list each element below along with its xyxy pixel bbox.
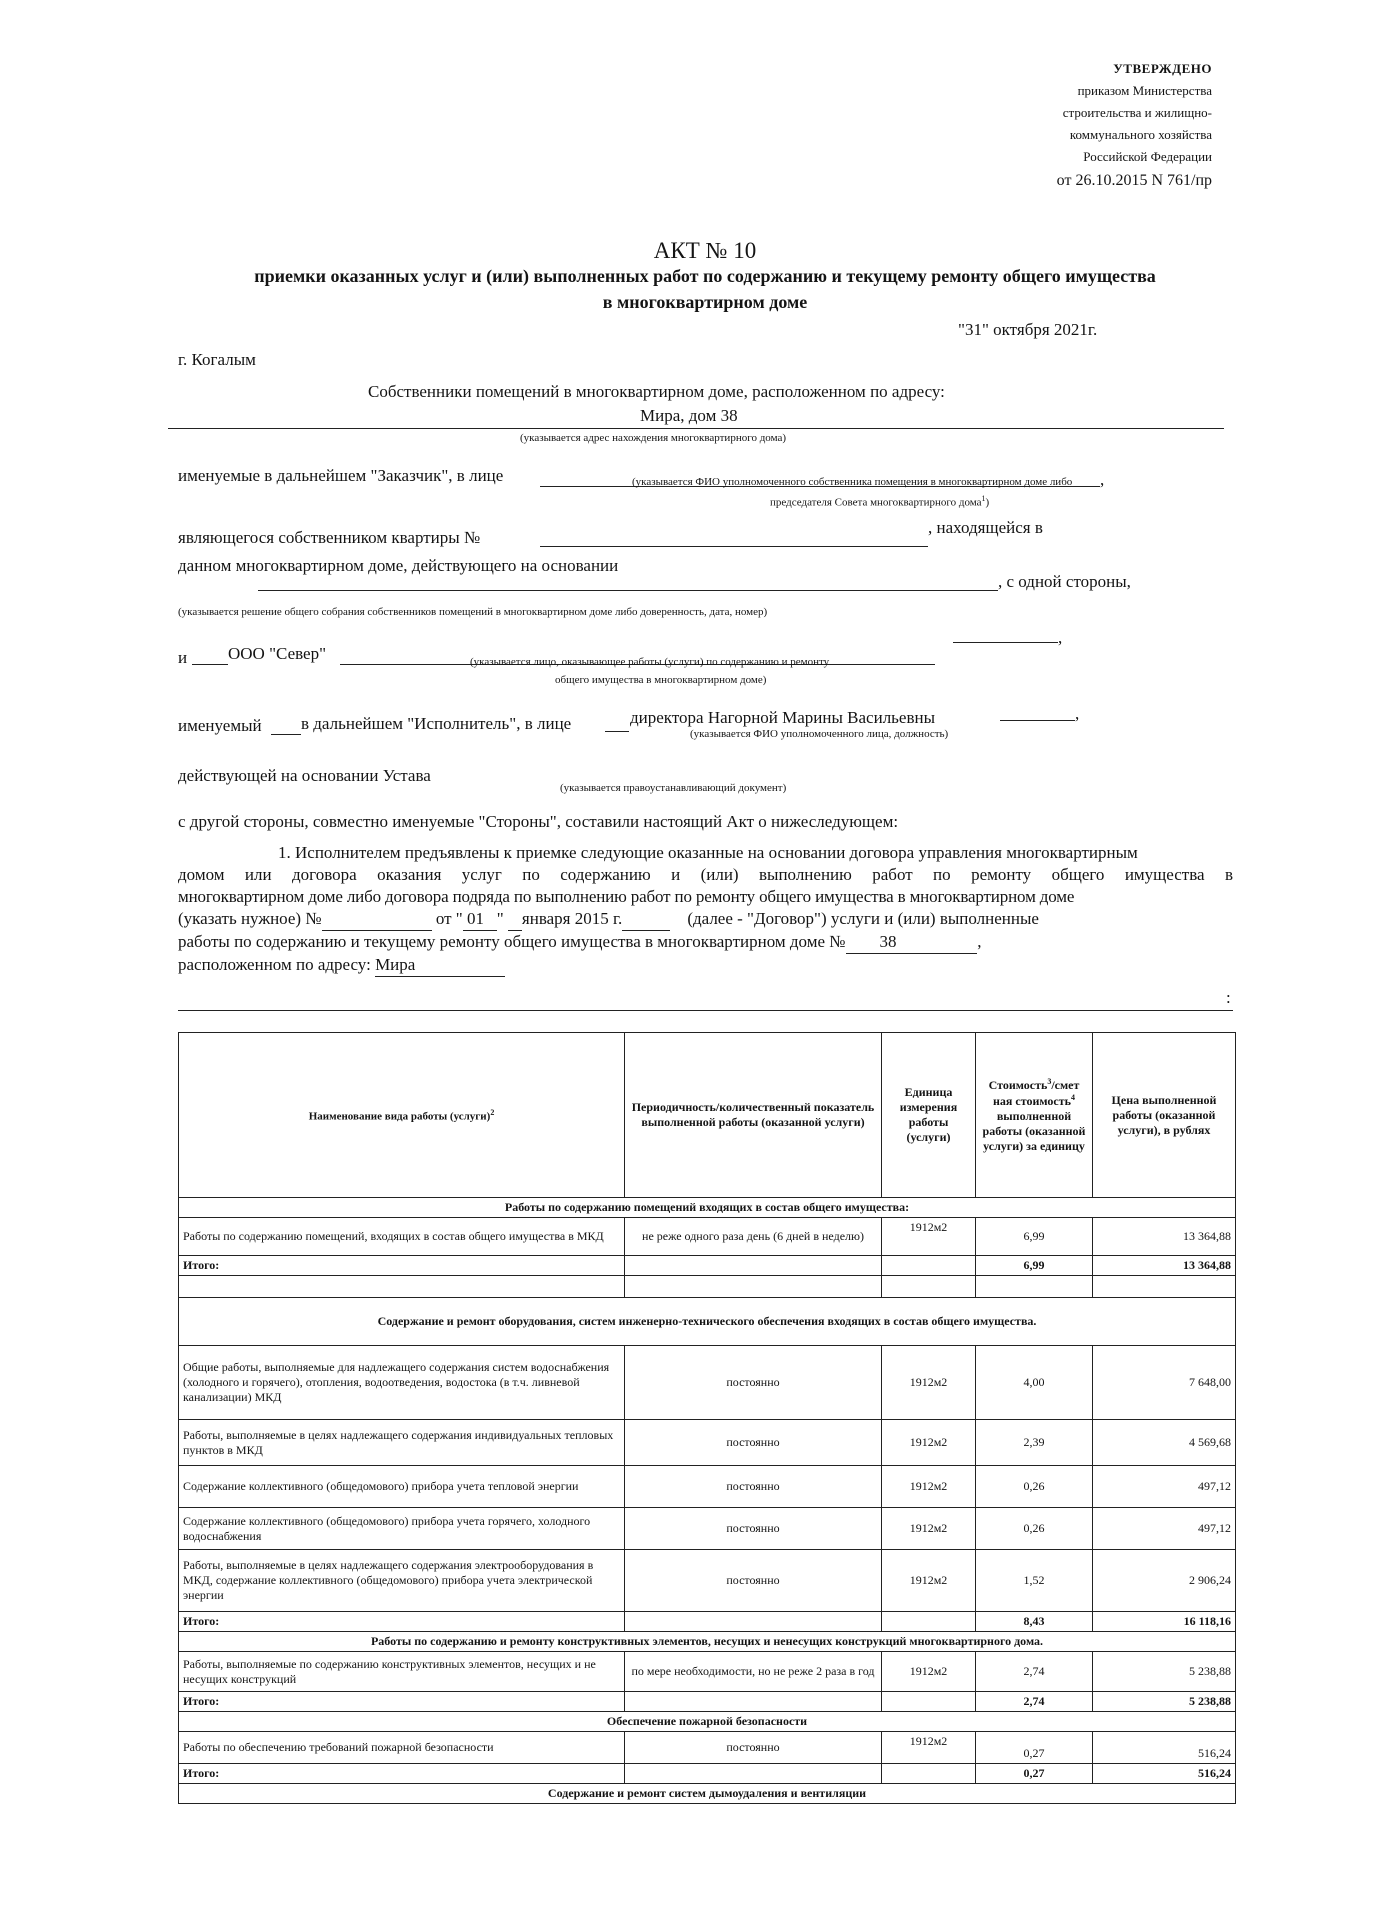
total-label: Итого:	[179, 1256, 625, 1276]
table-row	[179, 1466, 1236, 1508]
street: Мира	[375, 954, 505, 977]
work-unit: 1912м2	[882, 1218, 976, 1256]
basis-line	[258, 590, 998, 591]
work-price: 516,24	[1093, 1732, 1236, 1764]
total-row	[179, 1764, 1236, 1784]
owners-intro: Собственники помещений в многоквартирном доме, расположенном по адресу:	[368, 382, 945, 401]
section-title: Обеспечение пожарной безопасности	[179, 1712, 1236, 1732]
section-header-row	[179, 1632, 1236, 1652]
table-row	[179, 1508, 1236, 1550]
empty-cell	[1093, 1276, 1236, 1298]
work-cost: 6,99	[976, 1218, 1093, 1256]
col-header-periodicity: Периодичность/количественный показатель выполненной работы (оказанной услуги)	[625, 1033, 882, 1198]
table-row	[179, 1652, 1236, 1692]
paragraph-1	[178, 842, 1233, 977]
empty-cell	[625, 1276, 882, 1298]
paragraph-line	[178, 908, 1233, 931]
empty-cell	[625, 1764, 882, 1784]
approval-line: от 26.10.2015 N 761/пр	[1056, 172, 1212, 189]
approval-line: Российской Федерации	[1083, 149, 1212, 164]
total-price: 5 238,88	[1093, 1692, 1236, 1712]
basis-label: данном многоквартирном доме, действующего на основании	[178, 556, 619, 575]
act-subtitle-2: в многоквартирном доме	[602, 292, 808, 312]
executor-hint: (указывается лицо, оказывающее работы (услуги) по содержанию и ремонту	[470, 656, 830, 668]
acting-hint: (указывается правоустанавливающий документ)	[560, 782, 787, 794]
work-periodicity: постоянно	[625, 1466, 882, 1508]
customer-hint-2: председателя Совета многоквартирного дома$^1$)	[770, 494, 990, 509]
executor-name: ООО "Север"	[228, 644, 327, 663]
total-price: 516,24	[1093, 1764, 1236, 1784]
empty-cell	[976, 1276, 1093, 1298]
address-line	[168, 428, 1224, 429]
act-date: "31" октября 2021г.	[958, 320, 1098, 339]
director: директора Нагорной Марины Васильевны	[630, 708, 936, 727]
work-price: 497,12	[1093, 1466, 1236, 1508]
apartment-line	[540, 546, 928, 547]
section-header-row	[179, 1198, 1236, 1218]
work-price: 2 906,24	[1093, 1550, 1236, 1612]
customer-hint: (указывается ФИО уполномоченного собственника помещения в многоквартирном доме либо	[632, 476, 1073, 488]
quote-mark: "	[496, 909, 504, 928]
work-name: Работы, выполняемые по содержанию конструктивных элементов, несущих и не несущих конструкций	[179, 1652, 625, 1692]
total-row	[179, 1692, 1236, 1712]
col-header-unit: Единица измерения работы (услуги)	[882, 1033, 976, 1198]
total-price: 13 364,88	[1093, 1256, 1236, 1276]
contract-month: января 2015 г.	[521, 909, 623, 928]
work-unit: 1912м2	[882, 1466, 976, 1508]
table-header-row	[179, 1033, 1236, 1198]
section-title: Работы по содержанию помещений входящих в состав общего имущества:	[179, 1198, 1236, 1218]
total-row	[179, 1256, 1236, 1276]
total-cost: 0,27	[976, 1764, 1093, 1784]
work-price: 13 364,88	[1093, 1218, 1236, 1256]
works-table	[178, 1032, 1236, 1804]
colon: :	[1226, 988, 1231, 1007]
col-header-name: Наименование вида работы (услуги)$^2$	[179, 1033, 625, 1198]
contract-no-label: (указать нужное) №	[178, 909, 322, 928]
address-hint: (указывается адрес нахождения многоквартирного дома)	[520, 432, 787, 444]
work-price: 4 569,68	[1093, 1420, 1236, 1466]
work-unit: 1912м2	[882, 1652, 976, 1692]
executor-hint-2: общего имущества в многоквартирном доме)	[555, 674, 767, 686]
work-cost: 0,26	[976, 1466, 1093, 1508]
executor-line-2	[953, 642, 1058, 643]
director-line	[1000, 720, 1075, 721]
section-header-row	[179, 1784, 1236, 1804]
contract-day: 01	[463, 908, 497, 931]
approval-line: УТВЕРЖДЕНО	[1113, 61, 1212, 76]
section-header-row	[179, 1298, 1236, 1346]
work-unit: 1912м2	[882, 1732, 976, 1764]
work-cost: 2,39	[976, 1420, 1093, 1466]
blank-line	[605, 731, 629, 732]
address-value: Мира, дом 38	[640, 406, 738, 425]
paragraph-line: работы по содержанию и текущему ремонту общего имущества в многоквартирном доме № 38 ,	[178, 931, 1233, 954]
act-subtitle: приемки оказанных услуг и (или) выполненных работ по содержанию и текущему ремонту общего имущества	[254, 266, 1156, 286]
other-side: с другой стороны, совместно именуемые "Стороны", составили настоящий Акт о нижеследующем:	[178, 812, 899, 831]
director-hint: (указывается ФИО уполномоченного лица, должность)	[690, 728, 949, 740]
section-header-row	[179, 1712, 1236, 1732]
work-periodicity: по мере необходимости, но не реже 2 раза в год	[625, 1652, 882, 1692]
paragraph-line: многоквартирном доме либо договора подряда по выполнению работ по ремонту общего имущества в многоквартирном доме	[178, 887, 1075, 906]
empty-cell	[882, 1256, 976, 1276]
empty-cell	[882, 1764, 976, 1784]
work-name: Работы по содержанию помещений, входящих в состав общего имущества в МКД	[179, 1218, 625, 1256]
approval-line: строительства и жилищно-	[1062, 105, 1212, 120]
work-name: Общие работы, выполняемые для надлежащего содержания систем водоснабжения (холодного и горячего), отопления, водоотведения, водостока (в т.ч. ливневой канализации) МКД	[179, 1346, 625, 1420]
work-periodicity: постоянно	[625, 1732, 882, 1764]
empty-cell	[179, 1276, 625, 1298]
table-row	[179, 1346, 1236, 1420]
work-price: 5 238,88	[1093, 1652, 1236, 1692]
comma: ,	[1100, 470, 1105, 489]
col-header-price: Цена выполненной работы (оказанной услуги), в рублях	[1093, 1033, 1236, 1198]
work-name: Работы, выполняемые в целях надлежащего содержания электрооборудования в МКД, содержание коллективного (общедомового) прибора учета электрической энергии	[179, 1550, 625, 1612]
total-label: Итого:	[179, 1612, 625, 1632]
total-price: 16 118,16	[1093, 1612, 1236, 1632]
work-name: Работы по обеспечению требований пожарной безопасности	[179, 1732, 625, 1764]
work-cost: 0,27	[976, 1732, 1093, 1764]
section-title: Содержание и ремонт оборудования, систем инженерно-технического обеспечения входящих в состав общего имущества.	[179, 1298, 1236, 1346]
work-cost: 4,00	[976, 1346, 1093, 1420]
basis-suffix: , с одной стороны,	[998, 572, 1131, 591]
blank-line	[192, 664, 228, 665]
total-cost: 6,99	[976, 1256, 1093, 1276]
paragraph-line	[178, 954, 1233, 977]
work-unit: 1912м2	[882, 1346, 976, 1420]
total-cost: 2,74	[976, 1692, 1093, 1712]
address-full-line	[178, 1010, 1233, 1011]
empty-cell	[882, 1692, 976, 1712]
spacer-row	[179, 1276, 1236, 1298]
section-title: Работы по содержанию и ремонту конструктивных элементов, несущих и ненесущих конструкций многоквартирного дома.	[179, 1632, 1236, 1652]
and-label: и	[178, 648, 188, 667]
total-label: Итого:	[179, 1764, 625, 1784]
customer-label: именуемые в дальнейшем "Заказчик", в лице	[178, 466, 504, 485]
street-label: расположенном по адресу:	[178, 955, 376, 974]
work-periodicity: постоянно	[625, 1346, 882, 1420]
work-cost: 1,52	[976, 1550, 1093, 1612]
section-title: Содержание и ремонт систем дымоудаления и вентиляции	[179, 1784, 1236, 1804]
paragraph-line: 1. Исполнителем предъявлены к приемке следующие оказанные на основании договора управления многоквартирным	[278, 843, 1138, 862]
basis-hint: (указывается решение общего собрания собственников помещений в многоквартирном доме либо доверенность, дата, номер)	[178, 606, 768, 618]
empty-cell	[625, 1256, 882, 1276]
city: г. Когалым	[178, 350, 256, 369]
work-unit: 1912м2	[882, 1508, 976, 1550]
house-no: 38	[846, 931, 978, 954]
work-periodicity: постоянно	[625, 1508, 882, 1550]
work-name: Содержание коллективного (общедомового) прибора учета тепловой энергии	[179, 1466, 625, 1508]
table-row	[179, 1550, 1236, 1612]
work-unit: 1912м2	[882, 1420, 976, 1466]
apartment-label: являющегося собственником квартиры №	[178, 528, 481, 547]
work-cost: 0,26	[976, 1508, 1093, 1550]
comma: ,	[1075, 704, 1080, 723]
work-price: 497,12	[1093, 1508, 1236, 1550]
named-label: именуемый	[178, 716, 262, 735]
work-periodicity: не реже одного раза день (6 дней в неделю)	[625, 1218, 882, 1256]
total-cost: 8,43	[976, 1612, 1093, 1632]
work-name: Работы, выполняемые в целях надлежащего содержания индивидуальных тепловых пунктов в МКД	[179, 1420, 625, 1466]
act-title: АКТ № 10	[653, 238, 757, 263]
empty-cell	[625, 1612, 882, 1632]
work-periodicity: постоянно	[625, 1550, 882, 1612]
work-price: 7 648,00	[1093, 1346, 1236, 1420]
col-header-cost: Стоимость$^3$/смет ная стоимость$^4$ выполненной работы (оказанной услуги) за единицу	[976, 1033, 1093, 1198]
approval-line: коммунального хозяйства	[1069, 127, 1212, 142]
comma: ,	[1058, 628, 1063, 647]
blank-line	[622, 908, 670, 931]
table-row	[179, 1218, 1236, 1256]
total-label: Итого:	[179, 1692, 625, 1712]
work-cost: 2,74	[976, 1652, 1093, 1692]
blank-line	[271, 734, 301, 735]
paragraph-line: домом или договора оказания услуг по содержанию и (или) выполнению работ по ремонту общего имущества в	[178, 865, 1233, 884]
approval-stamp	[1057, 58, 1212, 194]
blank-line	[508, 908, 522, 931]
named-mid: в дальнейшем "Исполнитель", в лице	[301, 714, 572, 733]
empty-cell	[625, 1692, 882, 1712]
empty-cell	[882, 1612, 976, 1632]
total-row	[179, 1612, 1236, 1632]
contract-note: (далее - "Договор") услуги и (или) выполненные	[687, 909, 1039, 928]
empty-cell	[882, 1276, 976, 1298]
house-label: работы по содержанию и текущему ремонту общего имущества в многоквартирном доме №	[178, 932, 846, 951]
contract-no-blank	[322, 908, 432, 931]
acting-basis: действующей на основании Устава	[178, 766, 431, 785]
table-row	[179, 1420, 1236, 1466]
work-name: Содержание коллективного (общедомового) прибора учета горячего, холодного водоснабжения	[179, 1508, 625, 1550]
contract-from-label: от "	[435, 909, 463, 928]
table-row	[179, 1732, 1236, 1764]
apartment-suffix: , находящейся в	[928, 518, 1043, 537]
work-periodicity: постоянно	[625, 1420, 882, 1466]
approval-line: приказом Министерства	[1077, 83, 1212, 98]
work-unit: 1912м2	[882, 1550, 976, 1612]
